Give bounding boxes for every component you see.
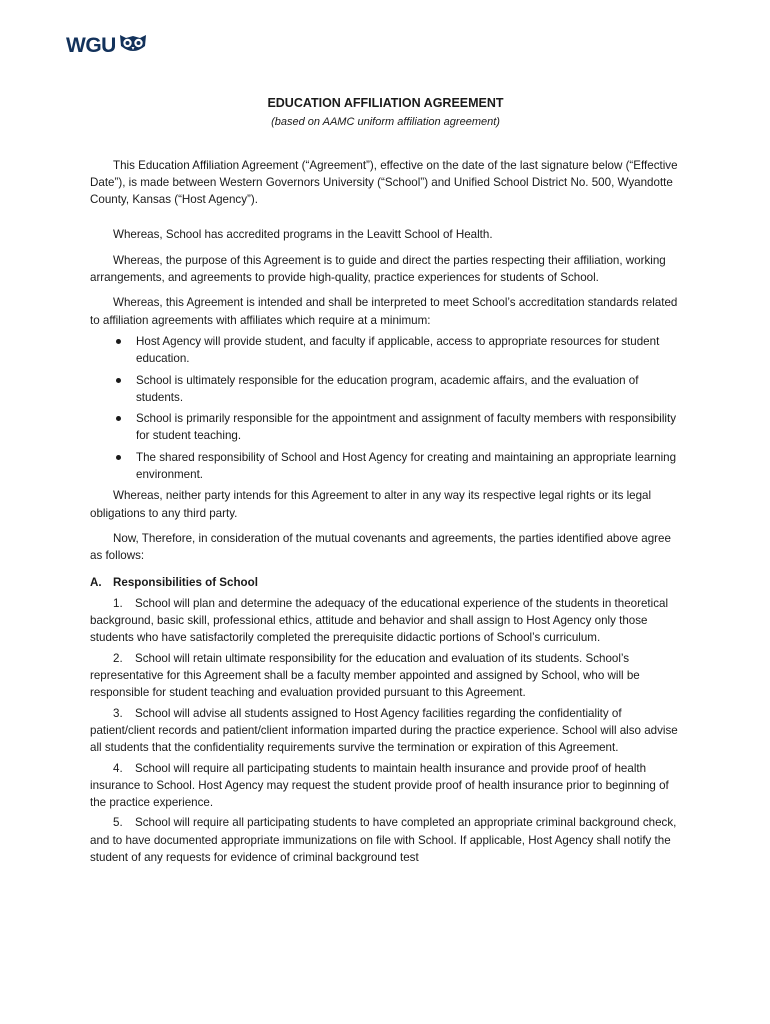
document-title: EDUCATION AFFILIATION AGREEMENT: [267, 96, 504, 110]
item-number: 4.: [113, 761, 123, 775]
numbered-paragraph: [90, 705, 681, 757]
therefore-paragraph: Now, Therefore, in consideration of the mutual covenants and agreements, the parties identified above agree as follows:: [90, 531, 671, 563]
item-number: 3.: [113, 706, 123, 720]
whereas-paragraph: Whereas, this Agreement is intended and shall be interpreted to meet School’s accreditation standards related to affiliation agreements with affiliates which require at a minimum:: [90, 296, 678, 327]
list-item: School is ultimately responsible for the education program, academic affairs, and the evaluation of students.: [90, 372, 681, 407]
document-body: [90, 95, 681, 869]
list-item: School is primarily responsible for the appointment and assignment of faculty members with responsibility for student teaching.: [90, 410, 681, 445]
item-text: School will require all participating students to have completed an appropriate criminal background check, and to have documented appropriate immunizations on file with School. If applicable, Host Agency shall notify the student of any requests for evidence of criminal background test: [90, 816, 677, 864]
whereas-final-paragraph: Whereas, neither party intends for this Agreement to alter in any way its respective legal rights or its legal obligations to any third party.: [90, 489, 652, 520]
list-item: Host Agency will provide student, and faculty if applicable, access to appropriate resources for student education.: [90, 333, 681, 368]
item-text: School will advise all students assigned to Host Agency facilities regarding the confidentiality of patient/client records and patient/client information imparted during the practice experience. School will also advise all students that the confidentiality requirements survive the termination or expiration of this Agreement.: [90, 706, 678, 755]
intro-paragraph: This Education Affiliation Agreement (“Agreement”), effective on the date of the last signature below (“Effective Date”), is made between Western Governors University (“School”) and Unified School District No. 500, Wyandotte County, Kansas (“Host Agency”).: [90, 158, 678, 207]
section-letter: A.: [90, 575, 102, 589]
section-heading: [90, 574, 681, 591]
owl-icon: [118, 32, 148, 59]
item-text: School will retain ultimate responsibility for the education and evaluation of its students. School’s representative for this Agreement shall be a faculty member appointed and assigned by School, who will be responsible for student teaching and evaluation provided pursuant to this Agreement.: [90, 651, 640, 700]
section-title: Responsibilities of School: [113, 575, 258, 589]
logo-text: WGU: [66, 33, 116, 57]
document-subtitle: (based on AAMC uniform affiliation agreement): [271, 116, 500, 129]
item-text: School will require all participating students to maintain health insurance and provide proof of health insurance to School. Host Agency may request the student provide proof of health insurance prior to beginning of the practice experience.: [90, 761, 669, 810]
whereas-paragraph: Whereas, School has accredited programs in the Leavitt School of Health.: [113, 228, 493, 242]
item-number: 2.: [113, 651, 123, 665]
item-text: School will plan and determine the adequacy of the educational experience of the students in theoretical background, basic skill, professional ethics, attitude and behavior and shall assign to Host Agency only those students who have satisfactorily completed the prerequisite didactic portions of School’s curriculum.: [90, 596, 669, 645]
list-item: The shared responsibility of School and Host Agency for creating and maintaining an appropriate learning environment.: [90, 449, 681, 484]
numbered-paragraph: [90, 814, 681, 866]
numbered-paragraph: [90, 595, 681, 647]
item-number: 1.: [113, 596, 123, 610]
numbered-paragraph: [90, 650, 681, 702]
wgu-logo: [66, 32, 148, 59]
item-number: 5.: [113, 816, 123, 830]
whereas-paragraph: Whereas, the purpose of this Agreement is to guide and direct the parties respecting their affiliation, working arrangements, and agreements to provide high-quality, practice experiences for students of School.: [90, 253, 666, 285]
requirements-list: [90, 333, 681, 483]
numbered-paragraph: [90, 760, 681, 812]
